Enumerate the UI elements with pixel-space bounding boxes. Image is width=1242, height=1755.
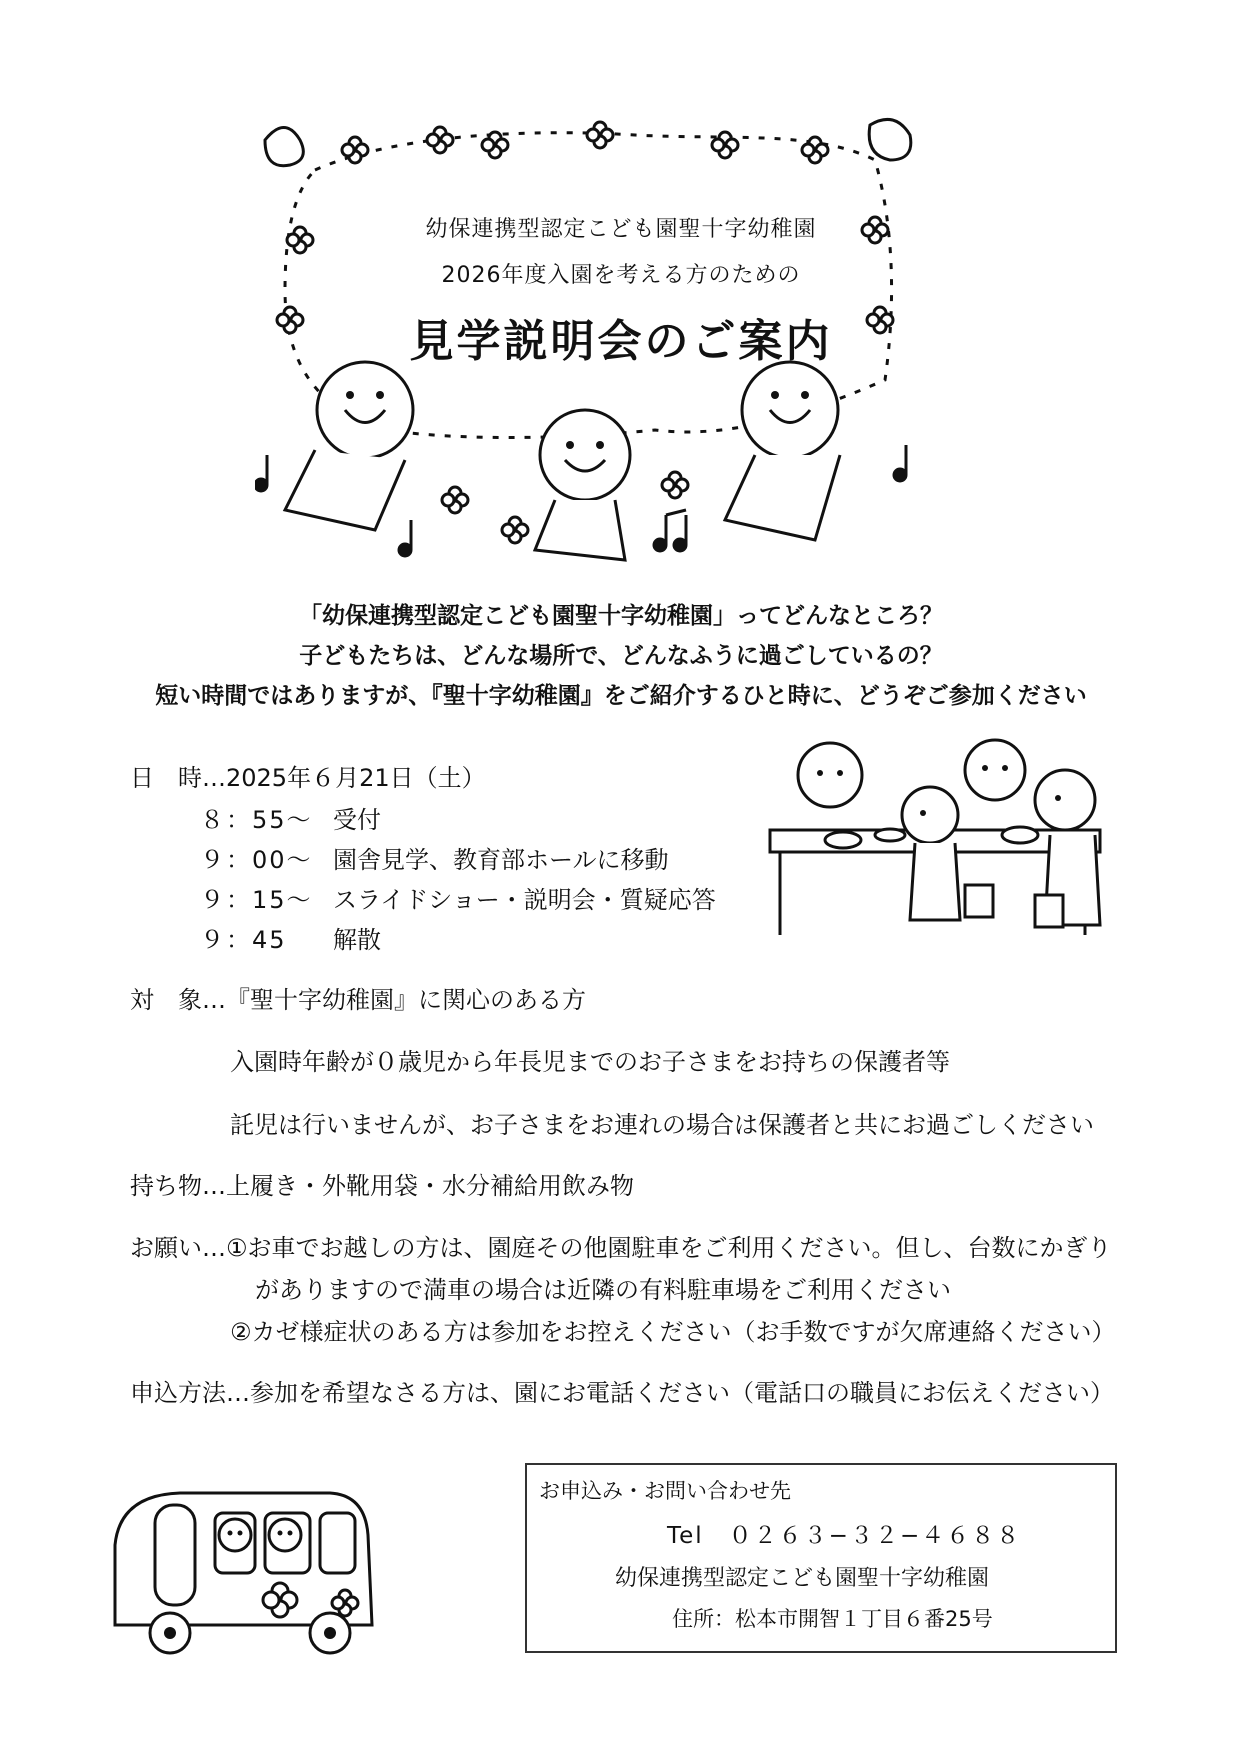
children-at-table-illustration (765, 735, 1125, 945)
application-row (130, 1373, 1114, 1408)
schedule-activity: 園舎見学、教育部ホールに移動 (333, 846, 669, 874)
kindergarten-name-header: 幼保連携型認定こども園聖十字幼稚園 (425, 217, 817, 242)
target-line-3: 託児は行いませんが、お子さまをお連れの場合は保護者と共にお過ごしください (230, 1111, 1094, 1139)
schedule-time: ９：00〜 (200, 846, 313, 874)
request-item-1: ①お車でお越しの方は、園庭その他園駐車をご利用ください。但し、台数にかぎり (226, 1234, 1112, 1262)
date-row (130, 758, 486, 793)
schedule-activity: 受付 (333, 806, 381, 834)
target-label: 対 象… (130, 986, 226, 1014)
contact-box (525, 1463, 1117, 1653)
target-value: 『聖十字幼稚園』に関心のある方 (226, 986, 586, 1014)
header-subtitle: 2026年度入園を考える方のための (441, 263, 801, 288)
belongings-label: 持ち物… (130, 1172, 226, 1200)
date-value: 2025年６月21日（土） (226, 764, 486, 792)
request-item-2: ②カゼ様症状のある方は参加をお控えください（お手数ですが欠席連絡ください） (230, 1318, 1116, 1346)
contact-address: 住所：松本市開智１丁目６番25号 (672, 1607, 993, 1631)
intro-line-3: 短い時間ではありますが、『聖十字幼稚園』をご紹介するひと時に、どうぞご参加ください (155, 683, 1087, 709)
intro-line-1: 「幼保連携型認定こども園聖十字幼稚園」ってどんなところ？ (299, 603, 943, 629)
belongings-row (130, 1166, 634, 1201)
belongings-value: 上履き・外靴用袋・水分補給用飲み物 (226, 1172, 634, 1200)
schedule-time: ８：55〜 (200, 806, 313, 834)
contact-phone: Tel ０２６３−３２−４６８８ (667, 1523, 1022, 1549)
target-line-2: 入園時年齢が０歳児から年長児までのお子さまをお持ちの保護者等 (230, 1048, 950, 1076)
page-title: 見学説明会のご案内 (409, 316, 833, 367)
request-item-1-continued: がありますので満車の場合は近隣の有料駐車場をご利用ください (255, 1276, 951, 1304)
intro-line-2: 子どもたちは、どんな場所で、どんなふうに過ごしているの？ (299, 643, 943, 669)
school-bus-illustration (100, 1475, 390, 1660)
application-value: 参加を希望なさる方は、園にお電話ください（電話口の職員にお伝えください） (250, 1379, 1114, 1407)
schedule-time: ９：15〜 (200, 886, 313, 914)
contact-organization: 幼保連携型認定こども園聖十字幼稚園 (615, 1566, 990, 1591)
schedule-activity: スライドショー・説明会・質疑応答 (333, 886, 716, 914)
date-label: 日 時… (130, 764, 226, 792)
requests-label: お願い… (130, 1234, 226, 1262)
schedule-activity: 解散 (333, 926, 381, 954)
application-label: 申込方法… (130, 1379, 250, 1407)
requests-row (130, 1228, 1112, 1263)
schedule-time: ９：45 (200, 926, 287, 954)
contact-heading: お申込み・お問い合わせ先 (539, 1479, 791, 1503)
target-row (130, 980, 586, 1015)
